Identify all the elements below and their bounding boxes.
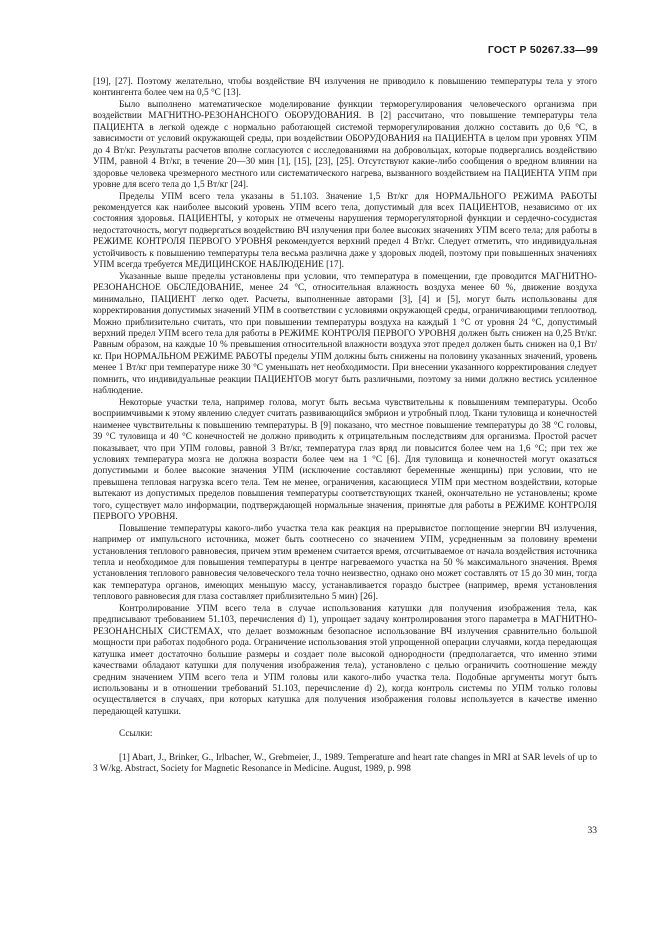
paragraph-7: Контролирование УПМ всего тела в случае использования катушки для получения изображения тела, как предписывают требованием 51.103, перечисления d) 1), упрощает задачу контролирования этого параметра в МАГНИТНО-РЕЗОНАНСНЫХ СИСТЕМАХ, что делает возможным безопасное использование ВЧ излучения сравнительно большой мощности при работах подобного рода. Ограничение использования этой упрощенной операции случаями, когда передающая катушка имеет достаточно большие размеры и создает поле высокой однородности (предполагается, что именно этими качествами обладают катушки для получения изображения тела), установлено с целью ограничить соотношение между средним значением УПМ всего тела и УПМ головы или какого-либо участка тела. Подобные аргументы могут быть использованы и в отношении требований 51.103, перечисление d) 2), когда контроль системы по УПМ только головы осуществляется в случаях, при которых катушка для получения изображения головы используется в качестве именно передающей катушки. [93,603,597,717]
paragraph-3: Пределы УПМ всего тела указаны в 51.103. Значение 1,5 Вт/кг для НОРМАЛЬНОГО РЕЖИМА РАБОТЫ рекомендуется как наиболее высокий уровень УПМ всего тела, допустимый для всех ПАЦИЕНТОВ, независимо от их состояния здоровья. ПАЦИЕНТЫ, у которых не отмечены нарушения терморегуляторной функции и сердечно-сосудистая недостаточность, могут подвергаться воздействию ВЧ излучения при более высоких значениях УПМ всего тела; для работы в РЕЖИМЕ КОНТРОЛЯ ПЕРВОГО УРОВНЯ рекомендуется верхний предел 4 Вт/кг. Следует отметить, что индивидуальная устойчивость к повышению температуры тела весьма различна даже у здоровых людей, поэтому при повышенных значениях УПМ всегда требуется МЕДИЦИНСКОЕ НАБЛЮДЕНИЕ [17]. [93,191,597,271]
paragraph-2: Было выполнено математическое моделирование функции терморегулирования человеческого организма при воздействии МАГНИТНО-РЕЗОНАНСНОГО ОБОРУДОВАНИЯ. В [2] рассчитано, что повышение температуры тела ПАЦИЕНТА в легкой одежде с нормально работающей системой терморегулирования должно составить до 0,6 °С, в зависимости от условий окружающей среды, при воздействии ОБОРУДОВАНИЯ на ПАЦИЕНТА в целом при уровнях УПМ до 4 Вт/кг. Результаты расчетов вполне согласуются с исследованиями на добровольцах, которые подвергались воздействию УПМ, равной 4 Вт/кг, в течение 20—30 мин [1], [15], [23], [25]. Отсутствуют какие-либо сообщения о вредном влиянии на здоровье человека чрезмерного местного или систематического нагрева, вызванного воздействием на ПАЦИЕНТА УПМ при уровне для всего тела до 1,5 Вт/кг [24]. [93,99,597,191]
paragraph-1: [19], [27]. Поэтому желательно, чтобы воздействие ВЧ излучения не приводило к повышению температуры тела у этого контингента более чем на 0,5 °С [13]. [93,77,597,99]
paragraph-5: Некоторые участки тела, например голова, могут быть весьма чувствительны к повышениям температуры. Особо восприимчивыми к этому явлению следует считать развивающийся эмбрион и утробный плод. Ткани туловища и конечностей наименее чувствительны к повышению температуры. В [9] показано, что местное повышение температуры до 38 °С головы, 39 °С туловища и 40 °С конечностей не должно приводить к отрицательным последствиям для организма. Простой расчет показывает, что при УПМ головы, равной 3 Вт/кг, температура глаз вряд ли повысится более чем на 1,6 °С; при тех же условиях температура мозга не должна возрасти более чем на 1 °С [6]. Для туловища и конечностей могут оказаться допустимыми и более высокие значения УПМ (исключение составляют беременные женщины) при условии, что не превышена тепловая нагрузка всего тела. Тем не менее, ограничения, касающиеся УПМ при местном воздействии, которые вытекают из допустимых пределов повышения температуры соответствующих тканей, окончательно не установлены; кроме того, существует мало информации, подтверждающей нормальные значения, принятые для работы в РЕЖИМЕ КОНТРОЛЯ ПЕРВОГО УРОВНЯ. [93,397,597,523]
page-number: 33 [587,826,597,836]
paragraph-6: Повышение температуры какого-либо участка тела как реакция на прерывистое поглощение энергии ВЧ излучения, например от импульсного источника, может быть соотнесено со значением УПМ, усредненным за половину времени установления теплового равновесия, причем этим временем считается время, отсчитываемое от начала воздействия источника тепла и необходимое для повышения температуры в центре нагреваемого участка на 50 % максимального значения. Время установления теплового равновесия человеческого тела точно неизвестно, однако оно может составлять от 15 до 30 мин, тогда как температура органов, имеющих меньшую массу, устанавливается гораздо быстрее (например, время установления теплового равновесия для глаза составляет приблизительно 5 мин) [26]. [93,523,597,603]
reference-item-1: [1] Abart, J., Brinker, G., Irlbacher, W., Grebmeier, J., 1989. Temperature and heart rate changes in MRI at SAR levels of up to 3 W/kg. Abstract, Society for Magnetic Resonance in Medicine. August, 1989, p. 998 [93,752,597,775]
standard-header: ГОСТ Р 50267.33—99 [487,44,598,56]
paragraph-4: Указанные выше пределы установлены при условии, что температура в помещении, где проводится МАГНИТНО-РЕЗОНАНСНОЕ ОБСЛЕДОВАНИЕ, менее 24 °С, относительная влажность воздуха менее 60 %, движение воздуха минимально, ПАЦИЕНТ легко одет. Расчеты, выполненные авторами [3], [4] и [5], могут быть использованы для корректирования допустимых значений УПМ в соответствии с условиями окружающей среды, ограничивающими теплоотвод. Можно приблизительно считать, что при повышении температуры воздуха на каждый 1 °С от уровня 24 °С, допустимый верхний предел УПМ всего тела для работы в РЕЖИМЕ КОНТРОЛЯ ПЕРВОГО УРОВНЯ должен быть снижен на 0,25 Вт/кг. Равным образом, на каждые 10 % превышения относительной влажности воздуха этот предел должен быть снижен на 0,1 Вт/кг. При НОРМАЛЬНОМ РЕЖИМЕ РАБОТЫ пределы УПМ должны быть снижены на половину указанных значений, уровень менее 1 Вт/кг при температуре ниже 30 °С уменьшать нет необходимости. При внесении указанного корректирования следует помнить, что индивидуальные реакции ПАЦИЕНТОВ могут быть различными, поэтому за ними должно вестись усиленное наблюдение. [93,271,597,397]
references-title: Ссылки: [119,729,153,740]
document-body [93,77,597,776]
